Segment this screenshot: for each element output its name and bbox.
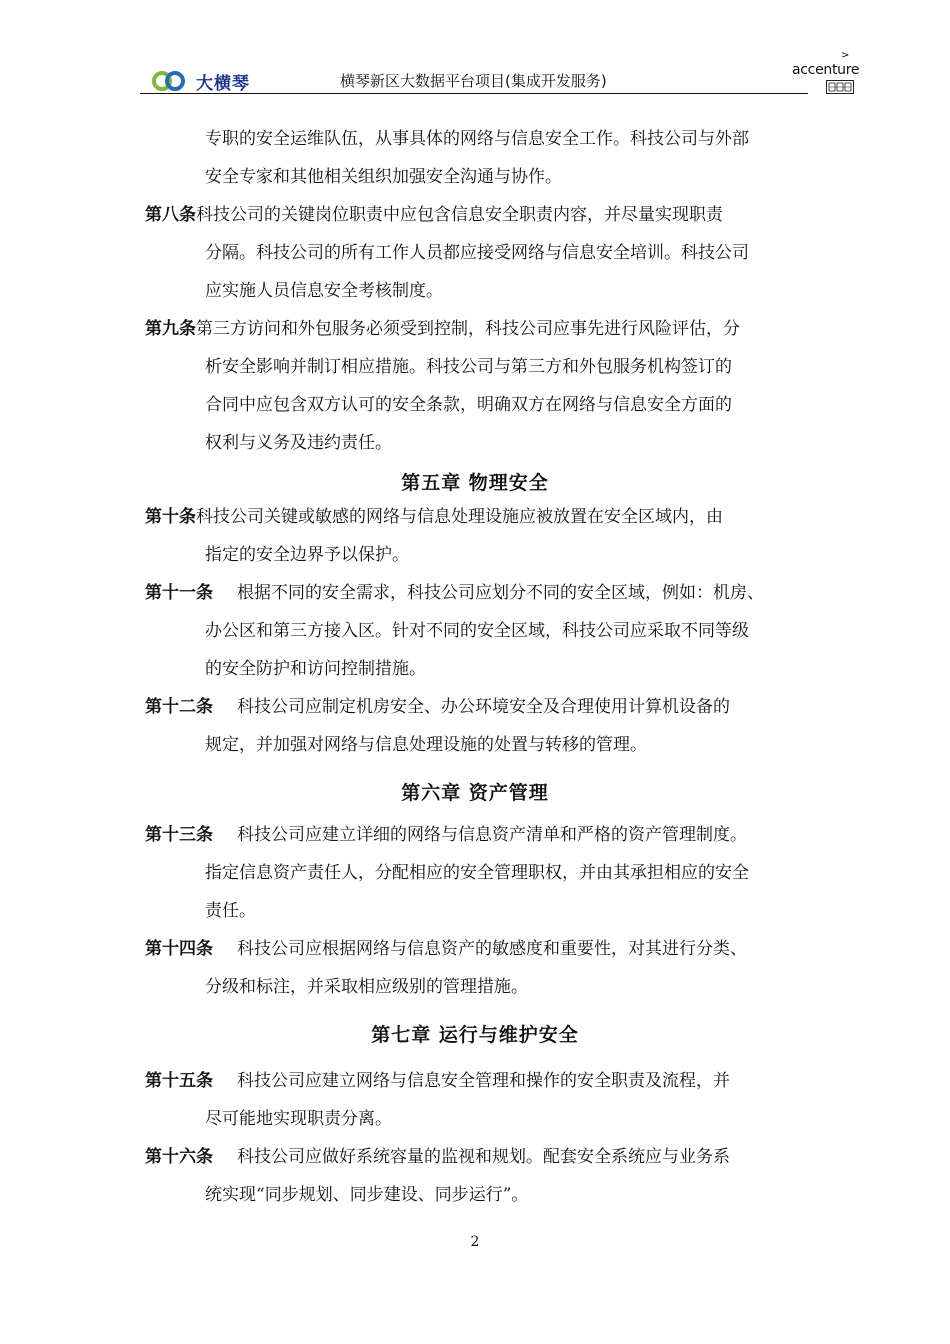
article-label: 第十条 [145,507,196,527]
article-label: 第十二条 [145,697,213,717]
hengqin-logo [150,68,250,94]
article-text: 科技公司应根据网络与信息资产的敏感度和重要性，对其进行分类、 [237,939,747,959]
paragraph-line: 责任。 [205,901,256,921]
paragraph-line: 应实施人员信息安全考核制度。 [205,281,443,301]
article-label: 第十五条 [145,1071,213,1091]
paragraph-line: 安全专家和其他相关组织加强安全沟通与协作。 [205,167,562,187]
article-text: 科技公司应制定机房安全、办公环境安全及合理使用计算机设备的 [237,697,730,717]
chapter-heading: 第七章 运行与维护安全 [371,1024,579,1046]
accenture-logo [792,50,864,96]
article-9 [145,318,740,340]
header-rule [140,93,808,94]
article-text: 根据不同的安全需求，科技公司应划分不同的安全区域，例如：机房、 [237,583,764,603]
article-text: 科技公司应建立网络与信息安全管理和操作的安全职责及流程，并 [237,1071,730,1091]
page-header [0,0,950,100]
article-label: 第十三条 [145,825,213,845]
article-10 [145,506,723,528]
seal-icon [826,80,854,94]
paragraph-line: 的安全防护和访问控制措施。 [205,659,426,679]
paragraph-line: 规定，并加强对网络与信息处理设施的处置与转移的管理。 [205,735,647,755]
paragraph-line: 分级和标注，并采取相应级别的管理措施。 [205,977,528,997]
article-16 [145,1146,730,1168]
hengqin-swirl-icon [150,70,190,92]
article-text: 第三方访问和外包服务必须受到控制，科技公司应事先进行风险评估，分 [196,319,740,339]
article-label: 第十一条 [145,583,213,603]
paragraph-line: 分隔。科技公司的所有工作人员都应接受网络与信息安全培训。科技公司 [205,243,749,263]
paragraph-line: 统实现“同步规划、同步建设、同步运行”。 [205,1185,529,1205]
paragraph-line: 办公区和第三方接入区。针对不同的安全区域，科技公司应采取不同等级 [205,621,749,641]
chapter-heading: 第五章 物理安全 [401,472,549,494]
article-12 [145,696,730,718]
paragraph-line: 专职的安全运维队伍，从事具体的网络与信息安全工作。科技公司与外部 [205,129,749,149]
paragraph-line: 析安全影响并制订相应措施。科技公司与第三方和外包服务机构签订的 [205,357,732,377]
article-text: 科技公司关键或敏感的网络与信息处理设施应被放置在安全区域内，由 [196,507,723,527]
accenture-chevron-icon: > [841,50,850,61]
chapter-heading: 第六章 资产管理 [401,782,549,804]
article-label: 第十四条 [145,939,213,959]
paragraph-line: 指定信息资产责任人，分配相应的安全管理职权，并由其承担相应的安全 [205,863,749,883]
article-13 [145,824,747,846]
article-8 [145,204,723,226]
article-text: 科技公司应建立详细的网络与信息资产清单和严格的资产管理制度。 [237,825,747,845]
article-label: 第八条 [145,205,196,225]
article-11 [145,582,764,604]
article-text: 科技公司的关键岗位职责中应包含信息安全职责内容，并尽量实现职责 [196,205,723,225]
logo-left-text: 大横琴 [196,73,250,94]
header-title: 横琴新区大数据平台项目(集成开发服务) [340,72,607,90]
article-text: 科技公司应做好系统容量的监视和规划。配套安全系统应与业务系 [237,1147,730,1167]
article-15 [145,1070,730,1092]
article-label: 第十六条 [145,1147,213,1167]
paragraph-line: 权利与义务及违约责任。 [205,433,392,453]
paragraph-line: 合同中应包含双方认可的安全条款，明确双方在网络与信息安全方面的 [205,395,732,415]
logo-right-text: accenture [792,62,860,78]
article-14 [145,938,747,960]
article-label: 第九条 [145,319,196,339]
paragraph-line: 尽可能地实现职责分离。 [205,1109,392,1129]
page-number: 2 [470,1234,480,1250]
paragraph-line: 指定的安全边界予以保护。 [205,545,409,565]
